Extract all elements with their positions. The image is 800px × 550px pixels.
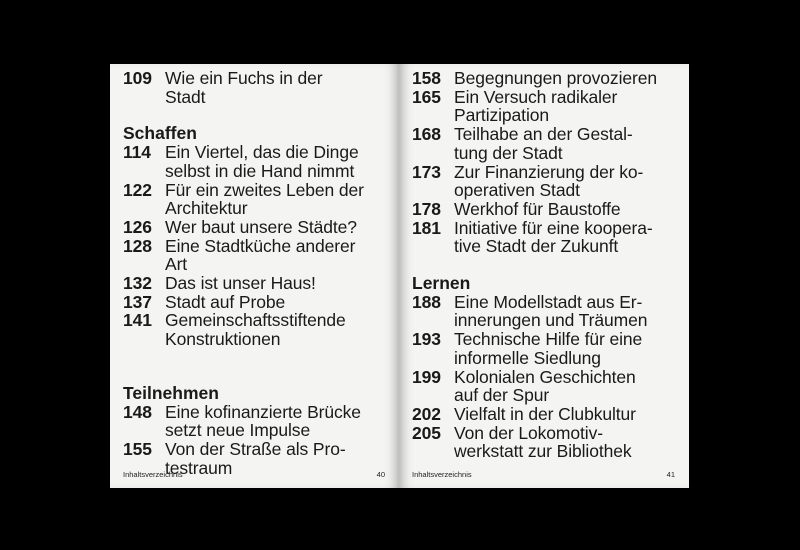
left-page — [110, 64, 399, 488]
toc-entry-title: Das ist unser Haus! — [165, 273, 316, 294]
section-heading: Schaffen — [123, 123, 197, 144]
section-heading: Teilnehmen — [123, 382, 219, 403]
toc-page-number: 141 — [123, 310, 152, 331]
toc-entry-title: Eine kofinanzierte Brücke setzt neue Impulse — [165, 401, 361, 441]
toc-entry-title: Kolonialen Geschichten auf der Spur — [454, 366, 636, 406]
toc-entry — [412, 125, 681, 162]
toc-entry — [412, 293, 681, 330]
toc-entry-title: Begegnungen provozieren — [454, 68, 658, 88]
footer-label: Inhaltsverzeichnis — [123, 470, 183, 479]
left-footer — [123, 470, 385, 479]
toc-page-number: 128 — [123, 235, 152, 256]
toc-entry-title: Eine Modellstadt aus Er- innerungen und Träumen — [454, 291, 648, 331]
toc-entry — [412, 200, 681, 219]
toc-entry-title: Ein Viertel, das die Dinge selbst in die Hand nimmt — [165, 142, 359, 181]
toc-entry-title: Wie ein Fuchs in der Stadt — [165, 68, 323, 107]
toc-entry-title: Technische Hilfe für eine informelle Siedlung — [454, 329, 643, 368]
toc-entry-title: Stadt auf Probe — [165, 291, 286, 312]
toc-entry-title: Initiative für eine koopera- tive Stadt der Zukunft — [454, 217, 653, 257]
left-toc — [123, 69, 391, 477]
toc-entry — [123, 403, 391, 440]
right-toc — [412, 69, 681, 461]
toc-entry — [123, 274, 391, 293]
toc-page-number: 109 — [123, 68, 152, 88]
toc-page-number: 137 — [123, 291, 152, 312]
toc-entry-title: Werkhof für Baustoffe — [454, 198, 621, 219]
toc-entry — [412, 163, 681, 200]
toc-entry-title: Vielfalt in der Clubkultur — [454, 403, 636, 424]
toc-entry — [123, 143, 391, 180]
toc-entry — [412, 424, 681, 461]
toc-page-number: 126 — [123, 216, 152, 237]
toc-entry-title: Zur Finanzierung der ko- operativen Stadt — [454, 161, 644, 201]
toc-entry-title: Gemeinschaftsstiftende Konstruktionen — [165, 310, 346, 350]
toc-page-number: 199 — [412, 366, 441, 387]
toc-entry — [412, 69, 681, 88]
page-number: 40 — [376, 470, 385, 479]
toc-entry — [412, 405, 681, 424]
toc-page-number: 178 — [412, 198, 441, 219]
toc-entry-title: Von der Straße als Pro- testraum — [165, 438, 346, 478]
toc-entry — [123, 293, 391, 312]
toc-entry — [123, 237, 391, 274]
footer-label: Inhaltsverzeichnis — [412, 470, 472, 479]
toc-page-number: 148 — [123, 401, 152, 422]
page-number: 41 — [666, 470, 675, 479]
toc-page-number: 181 — [412, 217, 441, 238]
toc-page-number: 158 — [412, 68, 441, 88]
toc-page-number: 132 — [123, 273, 152, 294]
toc-page-number: 202 — [412, 403, 441, 424]
toc-page-number: 188 — [412, 291, 441, 312]
toc-entry-title: Von der Lokomotiv- werkstatt zur Bibliothek — [454, 422, 632, 462]
toc-page-number: 193 — [412, 329, 441, 350]
toc-page-number: 155 — [123, 438, 152, 459]
toc-page-number: 114 — [123, 142, 151, 163]
toc-entry-title: Wer baut unsere Städte? — [165, 216, 357, 237]
toc-page-number: 122 — [123, 179, 152, 200]
toc-page-number: 205 — [412, 422, 441, 443]
toc-page-number: 168 — [412, 124, 441, 145]
toc-page-number: 165 — [412, 86, 441, 107]
toc-entry-title: Eine Stadtküche anderer Art — [165, 235, 356, 275]
right-page — [399, 64, 689, 488]
toc-entry — [123, 218, 391, 237]
toc-entry-title: Teilhabe an der Gestal- tung der Stadt — [454, 124, 633, 163]
toc-entry — [412, 368, 681, 405]
toc-entry — [412, 219, 681, 256]
toc-entry — [412, 330, 681, 367]
toc-page-number: 173 — [412, 161, 441, 182]
toc-entry — [412, 88, 681, 125]
right-footer — [412, 470, 675, 479]
toc-entry-title: Für ein zweites Leben der Architektur — [165, 179, 364, 219]
section-heading: Lernen — [412, 273, 471, 294]
toc-entry — [123, 311, 391, 348]
toc-entry — [123, 69, 391, 106]
toc-entry-title: Ein Versuch radikaler Partizipation — [454, 86, 618, 126]
toc-entry — [123, 181, 391, 218]
